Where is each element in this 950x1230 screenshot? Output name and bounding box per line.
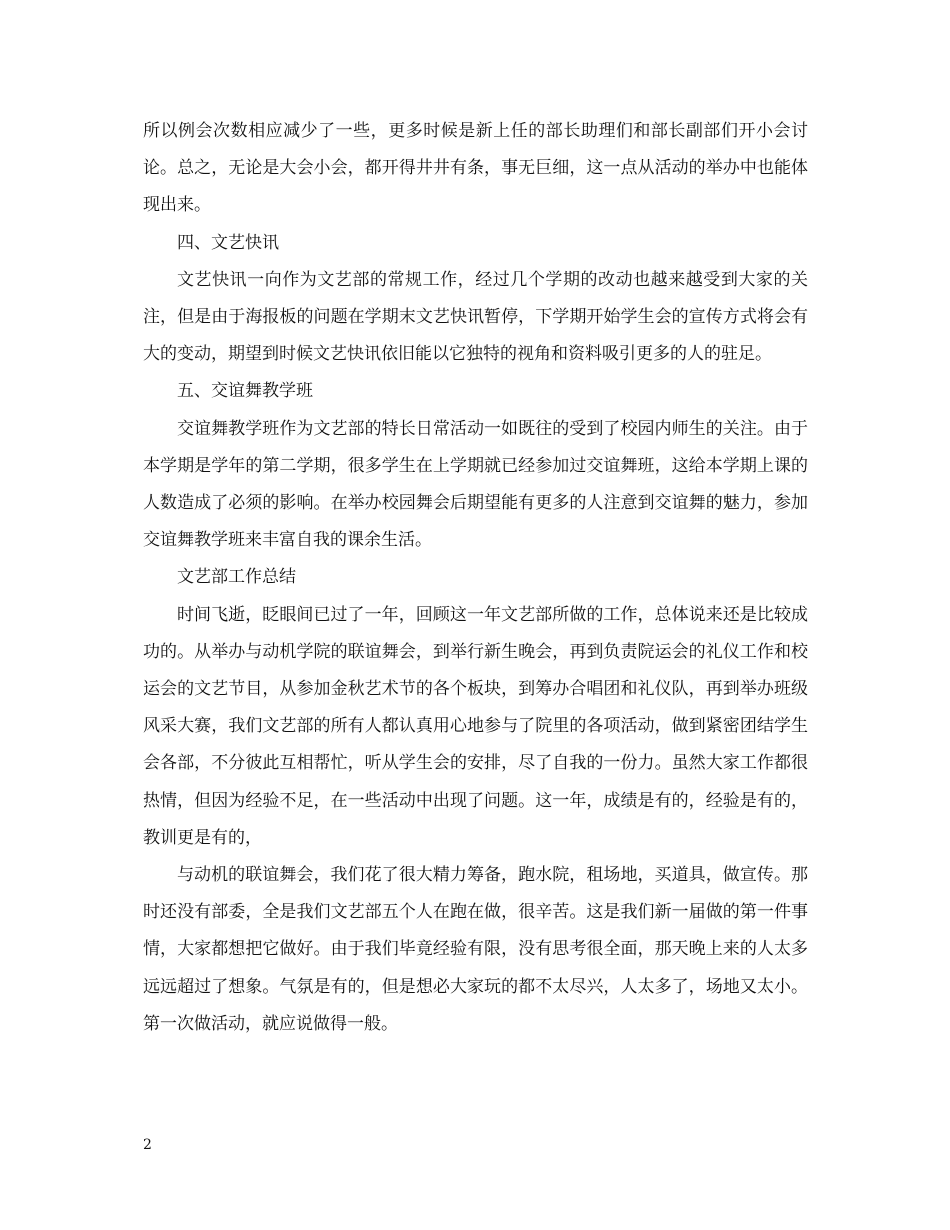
paragraph-summary-2: 与动机的联谊舞会，我们花了很大精力筹备，跑水院，租场地，买道具，做宣传。那时还没有部委，全是我们文艺部五个人在跑在做，很辛苦。这是我们新一届做的第一件事情，大家都想把它做好。由于我们毕竟经验有限，没有思考很全面，那天晚上来的人太多远远超过了想象。气氛是有的，但是想必大家玩的都不太尽兴，人太多了，场地又太小。第一次做活动，就应说做得一般。 — [143, 865, 808, 1034]
document-body — [143, 113, 808, 1043]
paragraph-summary-1: 时间飞逝，眨眼间已过了一年，回顾这一年文艺部所做的工作，总体说来还是比较成功的。从举办与动机学院的联谊舞会，到举行新生晚会，再到负责院运会的礼仪工作和校运会的文艺节目，从参加金秋艺术节的各个板块，到筹办合唱团和礼仪队，再到举办班级风采大赛，我们文艺部的所有人都认真用心地参与了院里的各项活动，做到紧密团结学生会各部，不分彼此互相帮忙，听从学生会的安排，尽了自我的一份力。虽然大家工作都很热情，但因为经验不足，在一些活动中出现了问题。这一年，成绩是有的，经验是有的，教训更是有的， — [143, 604, 808, 848]
paragraph-dance-class: 交谊舞教学班作为文艺部的特长日常活动一如既往的受到了校园内师生的关注。由于本学期是学年的第二学期，很多学生在上学期就已经参加过交谊舞班，这给本学期上课的人数造成了必须的影响。在举办校园舞会后期望能有更多的人注意到交谊舞的魅力，参加交谊舞教学班来丰富自我的课余生活。 — [143, 418, 808, 551]
paragraph-news: 文艺快讯一向作为文艺部的常规工作，经过几个学期的改动也越来越受到大家的关注，但是由于海报板的问题在学期末文艺快讯暂停，下学期开始学生会的宣传方式将会有大的变动，期望到时候文艺快讯依旧能以它独特的视角和资料吸引更多的人的驻足。 — [143, 269, 808, 365]
section-heading-news: 四、文艺快讯 — [177, 232, 279, 253]
page-number: 2 — [143, 1137, 152, 1153]
section-heading-summary: 文艺部工作总结 — [177, 567, 296, 588]
paragraph-continued: 所以例会次数相应减少了一些，更多时候是新上任的部长助理们和部长副部们开小会讨论。总之，无论是大会小会，都开得井井有条，事无巨细，这一点从活动的举办中也能体现出来。 — [143, 121, 808, 216]
section-heading-dance-class: 五、交谊舞教学班 — [177, 381, 313, 402]
